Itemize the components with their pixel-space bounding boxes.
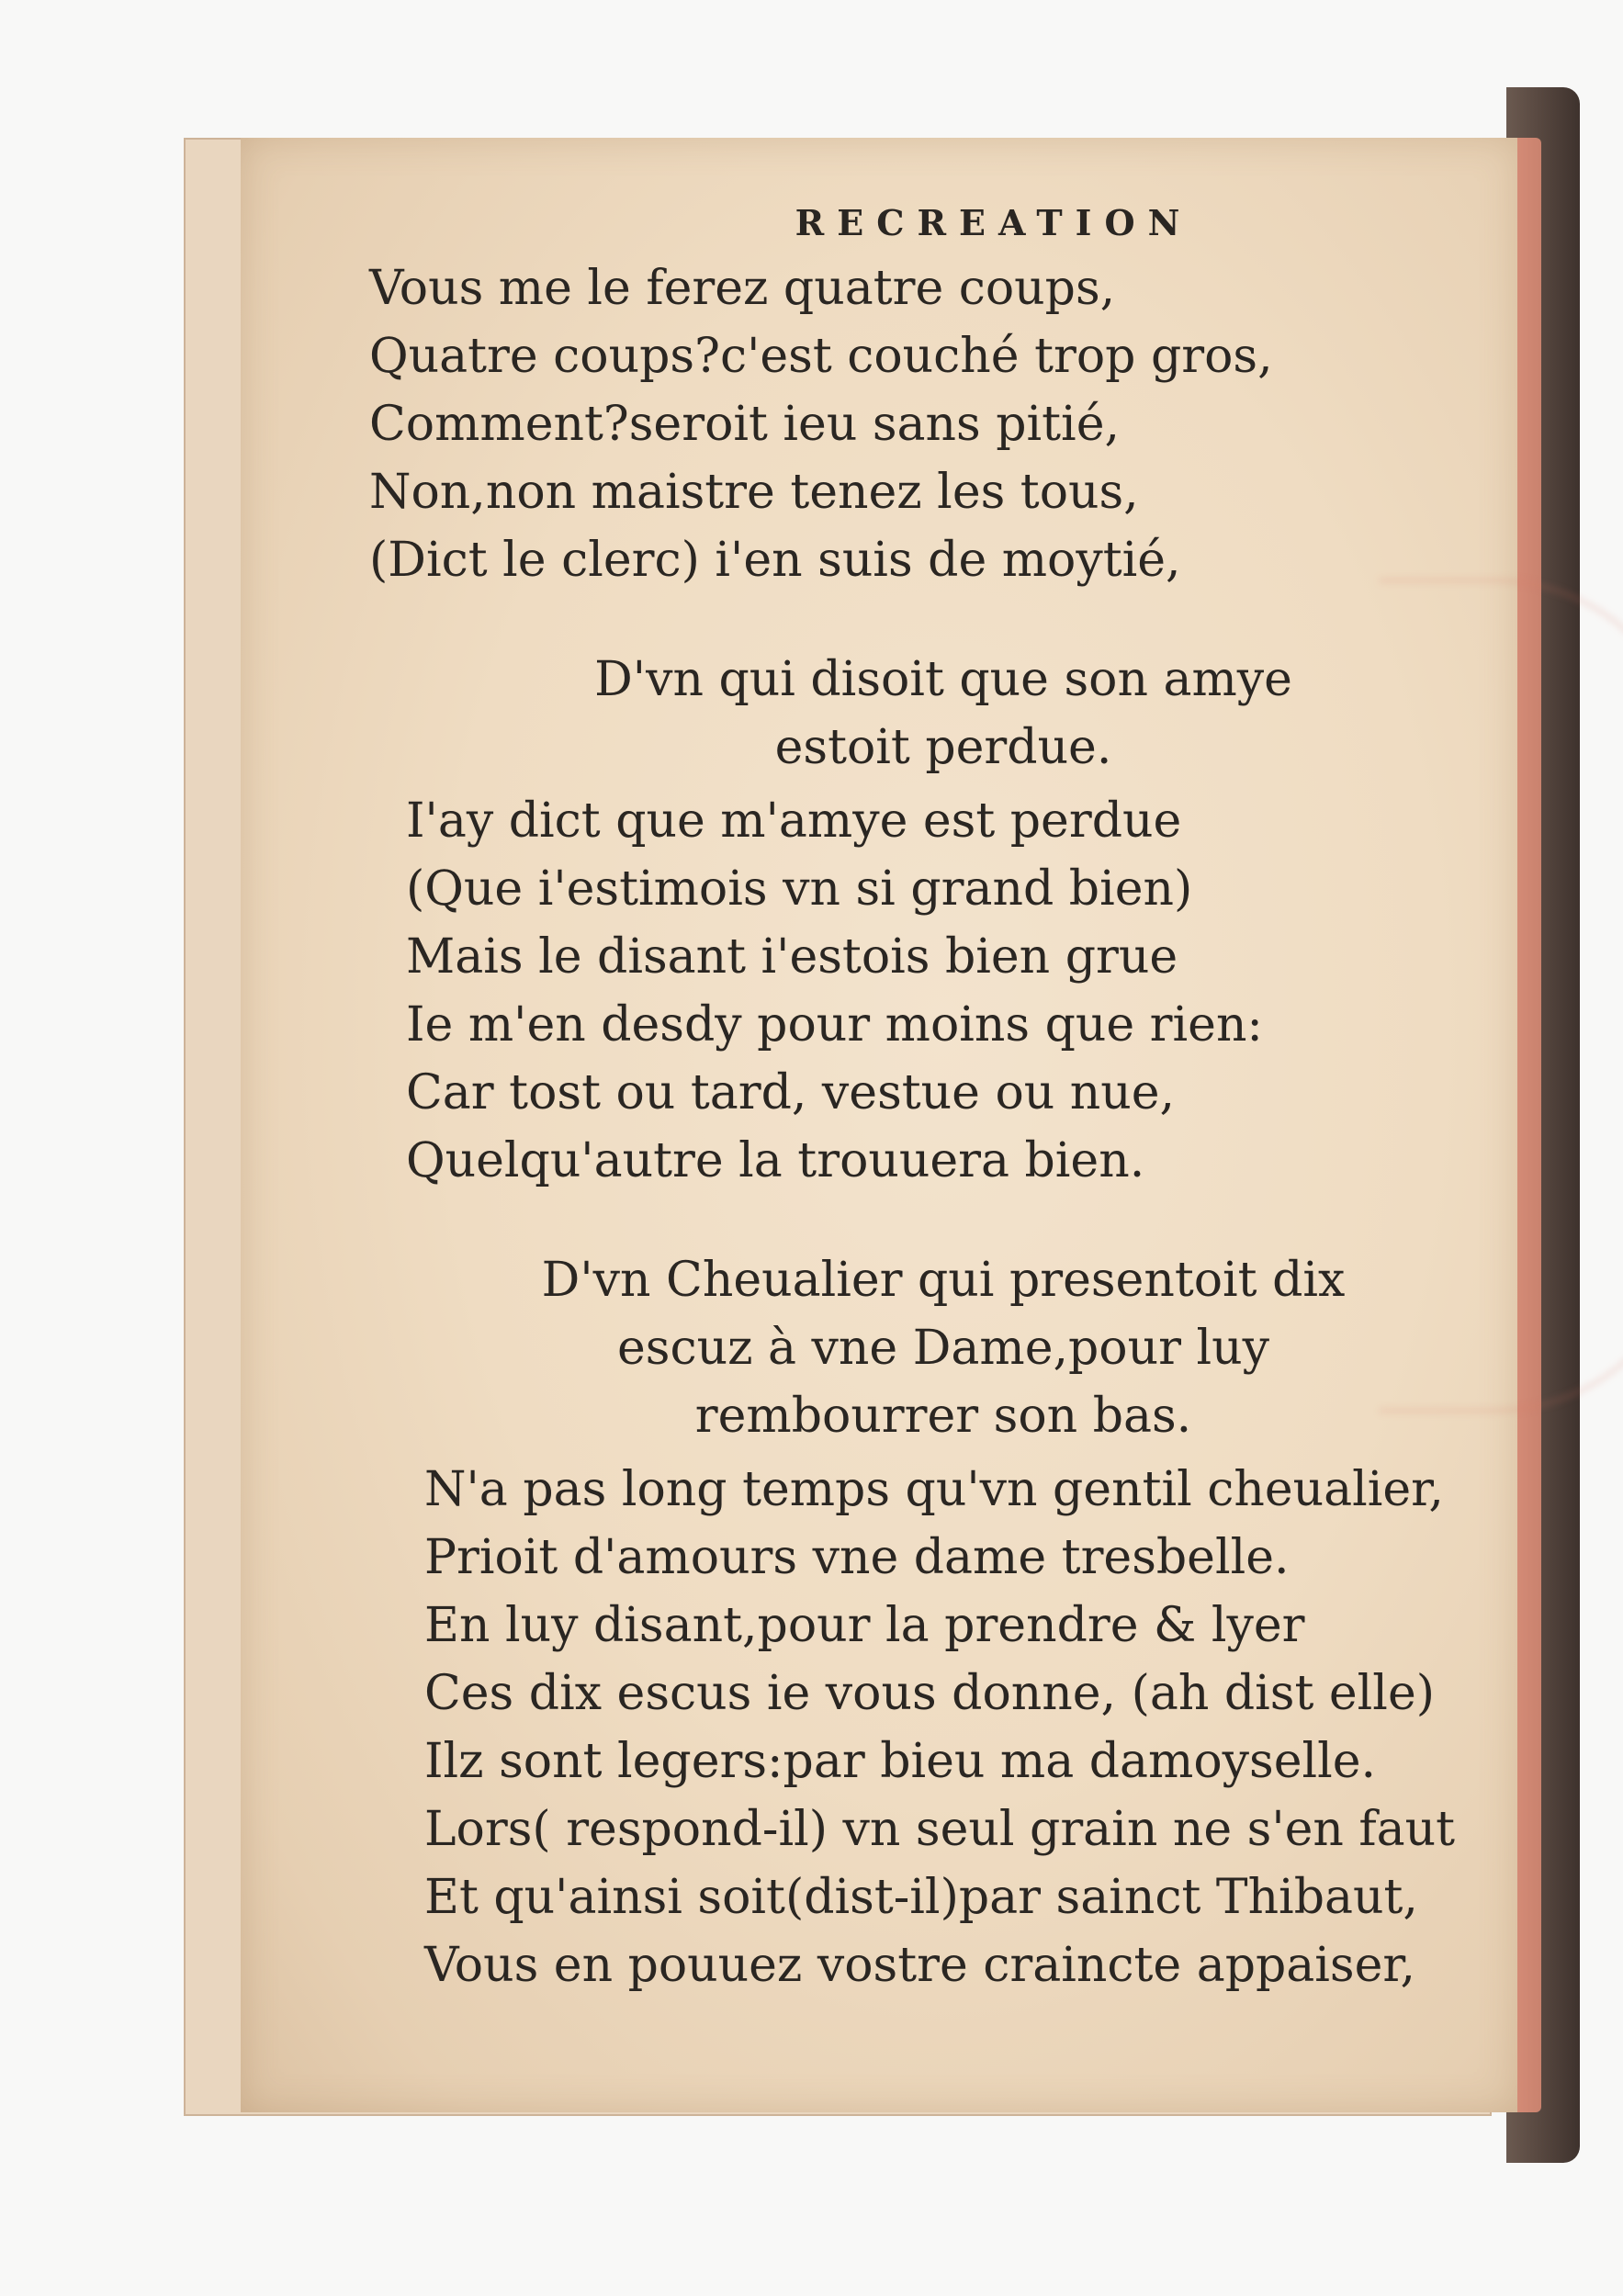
verse-line: Prioit d'amours vne dame tresbelle.: [424, 1530, 1290, 1585]
poem-title-line: estoit perdue.: [774, 720, 1112, 775]
verse-line: En luy disant,pour la prendre & lyer: [424, 1598, 1305, 1653]
verse-line: Car tost ou tard, vestue ou nue,: [406, 1065, 1176, 1120]
verse-line: (Dict le clerc) i'en suis de moytié,: [369, 533, 1181, 588]
page-text: [369, 202, 1517, 1999]
poem-3-verse: [369, 1456, 1517, 1999]
verse-line: I'ay dict que m'amye est perdue: [406, 793, 1182, 849]
verse-line: Et qu'ainsi soit(dist-il)par sainct Thibaut,: [424, 1870, 1418, 1925]
running-head: RECREATION: [795, 202, 1193, 243]
verse-line: Ilz sont legers:par bieu ma damoyselle.: [424, 1734, 1377, 1789]
poem-title-line: D'vn Cheualier qui presentoit dix: [541, 1253, 1346, 1308]
verse-line: Non,non maistre tenez les tous,: [369, 465, 1139, 520]
poem-3-title: [369, 1246, 1517, 1450]
verse-line: (Que i'estimois vn si grand bien): [406, 861, 1193, 917]
book-page: [241, 138, 1517, 2112]
verse-line: Vous en pouuez vostre craincte appaiser,: [424, 1938, 1416, 1993]
poem-title-line: D'vn qui disoit que son amye: [594, 652, 1292, 707]
verse-line: Quatre coups?c'est couché trop gros,: [369, 329, 1273, 384]
poem-2-verse: [369, 787, 1517, 1195]
poem-title-line: rembourrer son bas.: [694, 1389, 1192, 1444]
verse-line: Vous me le ferez quatre coups,: [369, 261, 1116, 316]
verse-line: Mais le disant i'estois bien grue: [406, 929, 1178, 985]
verse-line: Ces dix escus ie vous donne, (ah dist elle): [424, 1666, 1435, 1721]
verse-1: [369, 254, 1517, 594]
verse-line: N'a pas long temps qu'vn gentil cheualier,: [424, 1462, 1444, 1517]
verse-line: Quelqu'autre la trouuera bien.: [406, 1133, 1145, 1188]
verse-line: Lors( respond-il) vn seul grain ne s'en faut: [424, 1802, 1456, 1857]
verse-line: Ie m'en desdy pour moins que rien:: [406, 997, 1263, 1052]
poem-title-line: escuz à vne Dame,pour luy: [617, 1321, 1269, 1376]
verse-line: Comment?seroit ieu sans pitié,: [369, 397, 1120, 452]
poem-2-title: [369, 646, 1517, 782]
